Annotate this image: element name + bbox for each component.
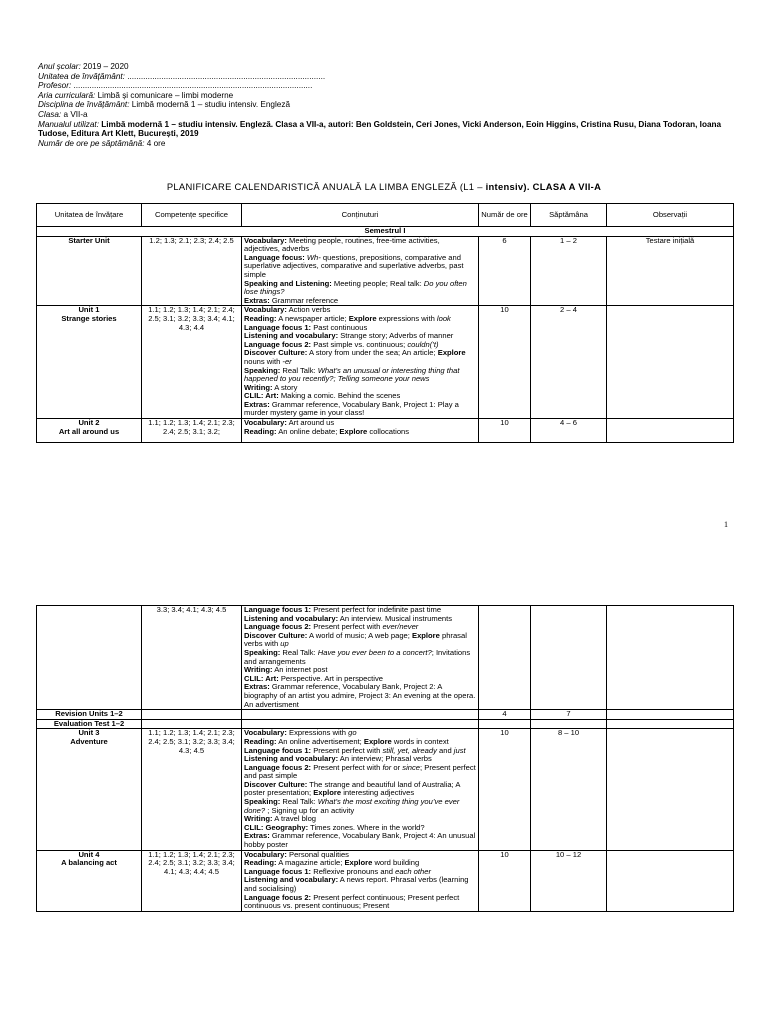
unit-cell: Starter Unit bbox=[37, 236, 142, 306]
meta-value: Limbă și comunicare – limbi moderne bbox=[95, 90, 234, 100]
table-row bbox=[37, 719, 734, 729]
content-text: Speaking and Listening: bbox=[244, 278, 332, 288]
content-text: Language focus: bbox=[244, 252, 305, 262]
content-text: phrasal verbs with bbox=[244, 630, 467, 649]
content-text: Discover Culture: bbox=[244, 779, 308, 789]
meta-manual bbox=[38, 120, 738, 139]
hours-cell: 10 bbox=[479, 729, 531, 850]
observations-cell: Testare inițială bbox=[607, 236, 734, 306]
content-text: ; Signing up for an activity bbox=[265, 805, 355, 815]
content-text: CLIL: Art: bbox=[244, 673, 279, 683]
col-header-unit: Unitatea de învățare bbox=[37, 204, 142, 227]
content-text: questions, prepositions, comparative and superlative adjectives, comparative and superlative adverbs, past simple bbox=[244, 252, 464, 279]
content-text: Language focus 1: bbox=[244, 866, 312, 876]
meta-label: Disciplina de învățământ: bbox=[38, 100, 130, 110]
table-row bbox=[37, 850, 734, 911]
content-text: Language focus 2: bbox=[244, 762, 312, 772]
observations-cell bbox=[607, 710, 734, 720]
content-text: Explore bbox=[437, 348, 466, 358]
hours-cell bbox=[479, 606, 531, 710]
content-text: Strange story; Adverbs of manner bbox=[338, 331, 454, 341]
title-bold: intensiv). CLASA A VII-A bbox=[485, 181, 602, 192]
content-text: The strange and beautiful land of Australia; A poster presentation; bbox=[244, 779, 460, 798]
content-text: Speaking: bbox=[244, 365, 281, 375]
content-text: Listening and vocabulary: bbox=[244, 613, 339, 623]
content-text: Vocabulary: bbox=[244, 419, 287, 428]
observations-cell bbox=[607, 719, 734, 729]
semester-label: Semestrul I bbox=[37, 227, 734, 237]
content-text: Reading: bbox=[244, 313, 277, 323]
content-text: A story bbox=[272, 382, 298, 392]
content-text: or bbox=[391, 762, 403, 772]
content-text: Vocabulary: bbox=[244, 728, 287, 738]
content-line bbox=[244, 297, 476, 306]
table-row bbox=[37, 236, 734, 306]
content-line bbox=[244, 632, 476, 649]
content-text: since bbox=[402, 762, 421, 772]
content-text: couldn(’t) bbox=[407, 339, 439, 349]
content-text: Extras: bbox=[244, 295, 270, 305]
unit-cell: Unit 2 Art all around us bbox=[37, 419, 142, 443]
content-text: Reading: bbox=[244, 426, 277, 436]
meta-label: Anul școlar: bbox=[38, 62, 81, 71]
observations-cell bbox=[607, 306, 734, 419]
content-line bbox=[244, 894, 476, 911]
content-text: Speaking: bbox=[244, 797, 281, 807]
content-text: still, yet, already bbox=[382, 745, 437, 755]
content-text: Present perfect for indefinite past time bbox=[311, 605, 442, 614]
contents-cell bbox=[242, 719, 479, 729]
table-row bbox=[37, 606, 734, 710]
content-text: Extras: bbox=[244, 831, 270, 841]
planning-table-page-2 bbox=[36, 605, 734, 912]
content-line bbox=[244, 280, 476, 297]
content-text: look bbox=[436, 313, 451, 323]
content-text: Real Talk: bbox=[280, 647, 318, 657]
meta-value: 2019 – 2020 bbox=[80, 62, 129, 71]
col-header-week: Săptămâna bbox=[531, 204, 607, 227]
competences-cell bbox=[142, 710, 242, 720]
content-text: up bbox=[280, 639, 289, 649]
meta-value: ......................................................................................................... bbox=[71, 81, 313, 91]
content-text: ; Invitations and arrangements bbox=[244, 647, 471, 666]
contents-cell bbox=[242, 606, 479, 710]
meta-label: Profesor: bbox=[38, 81, 72, 91]
meta-value: Limbă modernă 1 – studiu intensiv. Engleză. Clasa a VII-a, autori: Ben Goldstein, Ceri Jones, Vicki Anderson, Eoin Higgins, Cristina Rusu, Diana Todoran, Ioana Tudose, Editura Art Klett, București, 2019 bbox=[38, 119, 722, 139]
observations-cell bbox=[607, 850, 734, 911]
content-text: Vocabulary: bbox=[244, 236, 287, 245]
content-line bbox=[244, 649, 476, 666]
week-cell: 10 – 12 bbox=[531, 850, 607, 911]
content-text: Language focus 2: bbox=[244, 892, 312, 902]
week-cell: 8 – 10 bbox=[531, 729, 607, 850]
meta-teacher bbox=[38, 81, 738, 91]
content-text: Perspective. Art in perspective bbox=[278, 673, 383, 683]
contents-cell bbox=[242, 419, 479, 443]
content-text: go bbox=[348, 728, 357, 738]
hours-cell: 10 bbox=[479, 306, 531, 419]
meta-class bbox=[38, 110, 738, 120]
content-text: Vocabulary: bbox=[244, 305, 287, 315]
meta-label: Clasa: bbox=[38, 109, 62, 119]
week-cell bbox=[531, 719, 607, 729]
content-text: Past continuous bbox=[311, 322, 368, 332]
content-line bbox=[244, 254, 476, 280]
content-text: Expressions with bbox=[286, 728, 349, 738]
content-text: collocations bbox=[367, 426, 410, 436]
content-text: Explore bbox=[344, 858, 373, 868]
content-text: Language focus 1: bbox=[244, 605, 312, 614]
content-text: A news report. Phrasal verbs (learning and socialising) bbox=[244, 875, 469, 893]
content-text: Making a comic. Behind the scenes bbox=[278, 391, 401, 401]
content-text: CLIL: Art: bbox=[244, 391, 279, 401]
planning-table-page-1 bbox=[36, 203, 734, 443]
content-text: Language focus 2: bbox=[244, 622, 312, 632]
content-text: Discover Culture: bbox=[244, 630, 308, 640]
unit-cell: Revision Units 1–2 bbox=[37, 710, 142, 720]
content-text: ; Present perfect and past simple bbox=[244, 762, 476, 781]
content-text: Extras: bbox=[244, 682, 270, 692]
content-text: Discover Culture: bbox=[244, 348, 308, 358]
meta-label: Unitatea de învățământ: bbox=[38, 71, 125, 81]
content-line bbox=[244, 349, 476, 366]
document-header-meta bbox=[38, 62, 738, 148]
content-text: An interview. Musical instruments bbox=[338, 613, 453, 623]
meta-curricular-area bbox=[38, 91, 738, 101]
content-text: Listening and vocabulary: bbox=[244, 754, 339, 764]
page-title bbox=[0, 181, 768, 192]
content-line bbox=[244, 781, 476, 798]
meta-value: ....................................................................................... bbox=[124, 71, 326, 81]
content-text: Past simple vs. continuous; bbox=[311, 339, 408, 349]
table-header-row bbox=[37, 204, 734, 227]
content-text: Listening and vocabulary: bbox=[244, 331, 339, 341]
content-text: expressions with bbox=[376, 313, 437, 323]
week-cell: 2 – 4 bbox=[531, 306, 607, 419]
hours-cell: 10 bbox=[479, 850, 531, 911]
week-cell bbox=[531, 606, 607, 710]
meta-value: 4 ore bbox=[144, 138, 166, 148]
content-text: Present perfect with bbox=[311, 745, 383, 755]
content-text: Meeting people, routines, free-time activities, adjectives, adverbs bbox=[244, 236, 440, 254]
observations-cell bbox=[607, 606, 734, 710]
content-text: Vocabulary: bbox=[244, 850, 287, 859]
content-text: Action verbs bbox=[286, 305, 331, 315]
semester-row bbox=[37, 227, 734, 237]
meta-label: Aria curriculară: bbox=[38, 90, 96, 100]
page-gap bbox=[0, 560, 768, 585]
content-text: Meeting people; Real talk: bbox=[331, 278, 424, 288]
content-text: Language focus 1: bbox=[244, 322, 312, 332]
col-header-observations: Observații bbox=[607, 204, 734, 227]
week-cell: 7 bbox=[531, 710, 607, 720]
meta-school-year bbox=[38, 62, 738, 72]
content-text: CLIL: Geography: bbox=[244, 822, 309, 832]
content-text: An internet post bbox=[272, 665, 328, 675]
contents-cell bbox=[242, 850, 479, 911]
meta-hours bbox=[38, 139, 738, 149]
content-text: words in context bbox=[391, 736, 449, 746]
title-main: PLANIFICARE CALENDARISTICĂ ANUALĂ LA LIMBA ENGLEZĂ (L1 – bbox=[166, 181, 486, 192]
table-row bbox=[37, 306, 734, 419]
content-text: Reading: bbox=[244, 858, 277, 868]
content-text: Grammar reference, Vocabulary Bank, Project 4: An unusual hobby poster bbox=[244, 831, 476, 850]
content-line bbox=[244, 428, 476, 437]
content-text: ever/never bbox=[382, 622, 419, 632]
content-text: each other bbox=[395, 866, 431, 876]
hours-cell: 10 bbox=[479, 419, 531, 443]
hours-cell: 6 bbox=[479, 236, 531, 306]
content-text: Personal qualities bbox=[286, 850, 349, 859]
col-header-competences: Competențe specifice bbox=[142, 204, 242, 227]
content-text: Explore bbox=[412, 630, 440, 640]
content-line bbox=[244, 764, 476, 781]
document-page-2 bbox=[0, 585, 768, 1024]
table-row bbox=[37, 710, 734, 720]
contents-cell bbox=[242, 236, 479, 306]
content-text: A newspaper article; bbox=[276, 313, 349, 323]
content-text: What’s the most exciting thing you’ve ever done? bbox=[244, 797, 460, 815]
content-text: Writing: bbox=[244, 814, 273, 824]
contents-cell bbox=[242, 729, 479, 850]
competences-cell: 3.3; 3.4; 4.1; 4.3; 4.5 bbox=[142, 606, 242, 710]
content-text: nouns with bbox=[244, 356, 283, 366]
competences-cell bbox=[142, 719, 242, 729]
hours-cell: 4 bbox=[479, 710, 531, 720]
content-text: What’s an unusual or interesting thing that happened to you recently?; Telling someone your news bbox=[244, 365, 460, 384]
competences-cell: 1.2; 1.3; 2.1; 2.3; 2.4; 2.5 bbox=[142, 236, 242, 306]
content-text: Present perfect with bbox=[311, 762, 383, 772]
table-row bbox=[37, 419, 734, 443]
content-text: A world of music; A web page; bbox=[307, 630, 412, 640]
content-text: Reflexive pronouns and bbox=[311, 866, 396, 876]
meta-label: Număr de ore pe săptămână: bbox=[38, 138, 145, 148]
content-text: Speaking: bbox=[244, 647, 281, 657]
competences-cell: 1.1; 1.2; 1.3; 1.4; 2.1; 2.3; 2.4; 2.5; 3.1; 3.2; 3.3; 3.4; 4.3; 4.5 bbox=[142, 729, 242, 850]
meta-school-unit bbox=[38, 72, 738, 82]
content-text: Language focus 1: bbox=[244, 745, 312, 755]
content-line bbox=[244, 832, 476, 849]
content-line bbox=[244, 367, 476, 384]
content-text: An online advertisement; bbox=[276, 736, 364, 746]
content-text: Explore bbox=[363, 736, 392, 746]
unit-cell: Unit 3 Adventure bbox=[37, 729, 142, 850]
content-text: Present perfect with bbox=[311, 622, 383, 632]
col-header-contents: Conținuturi bbox=[242, 204, 479, 227]
unit-cell: Evaluation Test 1–2 bbox=[37, 719, 142, 729]
content-text: A travel blog bbox=[272, 814, 317, 824]
meta-value: a VII-a bbox=[61, 109, 88, 119]
content-text: Writing: bbox=[244, 382, 273, 392]
contents-clip bbox=[244, 419, 476, 442]
content-line bbox=[244, 683, 476, 709]
content-text: A story from under the sea; An article; bbox=[307, 348, 438, 358]
content-text: An online debate; bbox=[276, 426, 340, 436]
content-line bbox=[244, 401, 476, 418]
content-text: Do you often lose things? bbox=[244, 278, 467, 297]
contents-cell bbox=[242, 306, 479, 419]
content-text: Wh- bbox=[306, 252, 321, 262]
content-line bbox=[244, 237, 476, 254]
content-text: Real Talk: bbox=[280, 365, 318, 375]
content-text: Extras: bbox=[244, 399, 270, 409]
content-line bbox=[244, 798, 476, 815]
content-text: Art around us bbox=[286, 419, 335, 428]
hours-cell bbox=[479, 719, 531, 729]
contents-cell bbox=[242, 710, 479, 720]
col-header-hours: Număr de ore bbox=[479, 204, 531, 227]
competences-cell: 1.1; 1.2; 1.3; 1.4; 2.1; 2.3; 2.4; 2.5; 3.1; 3.2; 3.3; 3.4; 4.1; 4.3; 4.4; 4.5 bbox=[142, 850, 242, 911]
content-text: Reading: bbox=[244, 736, 277, 746]
meta-value: Limbă modernă 1 – studiu intensiv. Engleză bbox=[129, 100, 290, 110]
table-row bbox=[37, 729, 734, 850]
content-text: Explore bbox=[348, 313, 377, 323]
content-text: interesting adjectives bbox=[341, 788, 415, 798]
content-text: for bbox=[382, 762, 392, 772]
content-text: An interview; Phrasal verbs bbox=[338, 754, 432, 764]
competences-cell: 1.1; 1.2; 1.3; 1.4; 2.1; 2.3; 2.4; 2.5; 3.1; 3.2; bbox=[142, 419, 242, 443]
competences-cell: 1.1; 1.2; 1.3; 1.4; 2.1; 2.4; 2.5; 3.1; 3.2; 3.3; 3.4; 4.1; 4.3; 4.4 bbox=[142, 306, 242, 419]
content-text: word building bbox=[372, 858, 420, 868]
content-text: Explore bbox=[339, 426, 368, 436]
content-text: and bbox=[436, 745, 454, 755]
content-text: Present perfect continuous; Present perfect continuous vs. present continuous; Present bbox=[244, 892, 460, 911]
unit-cell bbox=[37, 606, 142, 710]
content-line bbox=[244, 876, 476, 893]
content-text: A magazine article; bbox=[276, 858, 345, 868]
observations-cell bbox=[607, 419, 734, 443]
content-text: Grammar reference, Vocabulary Bank, Project 1: Play a murder mystery game in your class! bbox=[244, 399, 459, 418]
content-text: Language focus 2: bbox=[244, 339, 312, 349]
content-text: Real Talk: bbox=[280, 797, 318, 807]
content-text: Writing: bbox=[244, 665, 273, 675]
week-cell: 1 – 2 bbox=[531, 236, 607, 306]
meta-label: Manualul utilizat: bbox=[38, 119, 99, 129]
meta-subject bbox=[38, 100, 738, 110]
unit-cell: Unit 1 Strange stories bbox=[37, 306, 142, 419]
unit-cell: Unit 4 A balancing act bbox=[37, 850, 142, 911]
content-text: just bbox=[453, 745, 466, 755]
content-text: Listening and vocabulary: bbox=[244, 875, 339, 885]
content-text: Have you ever been to a concert? bbox=[317, 647, 432, 657]
week-cell: 4 – 6 bbox=[531, 419, 607, 443]
observations-cell bbox=[607, 729, 734, 850]
content-text: Explore bbox=[313, 788, 342, 798]
content-text: -er bbox=[282, 356, 292, 366]
page-number: 1 bbox=[724, 520, 728, 529]
content-text: Grammar reference, Vocabulary Bank, Project 2: A biography of an artist you admire, Project 3: An evening at the opera. An advertisment bbox=[244, 682, 476, 709]
content-text: Times zones. Where in the world? bbox=[308, 822, 425, 832]
content-text: Grammar reference bbox=[269, 295, 339, 305]
